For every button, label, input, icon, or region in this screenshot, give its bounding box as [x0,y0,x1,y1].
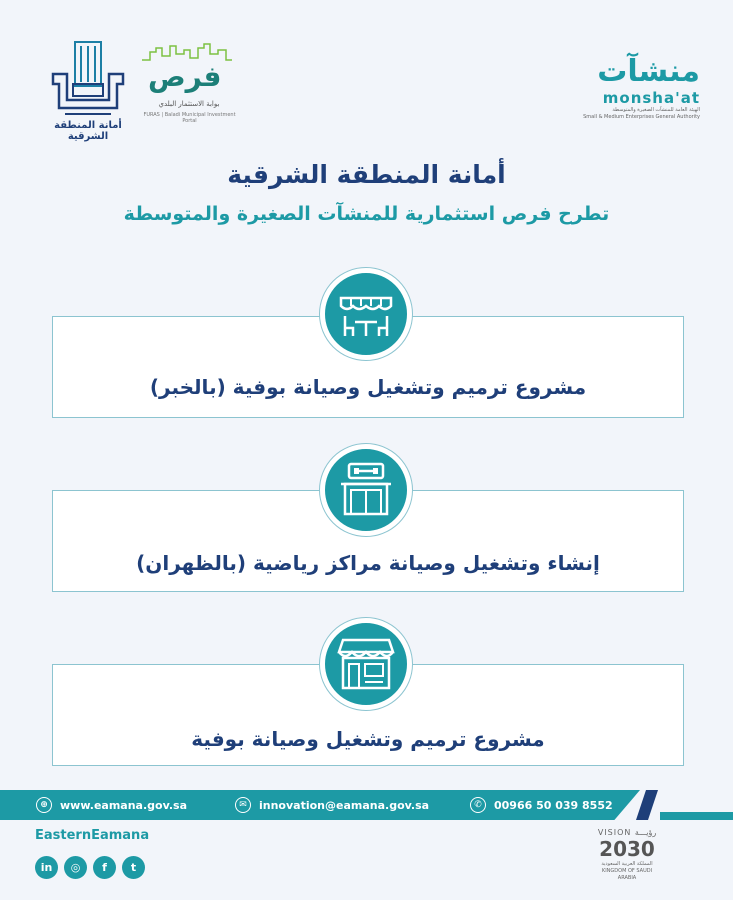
monshaat-tagline-ar: الهيئة العامة للمنشآت الصغيرة والمتوسطة [612,107,700,113]
cafe-icon [320,268,412,360]
header [0,0,733,150]
instagram-icon[interactable]: ◎ [64,856,87,879]
monshaat-english: monsha'at [602,89,700,107]
whatsapp-icon: ✆ [470,797,486,813]
page-subtitle: تطرح فرص استثمارية للمنشآت الصغيرة والمتوسطة [123,203,610,225]
project-label: مشروع ترميم وتشغيل وصيانة بوفية (بالخبر) [149,375,587,399]
vision-2030-logo [592,828,662,881]
twitter-icon[interactable]: t [122,856,145,879]
monshaat-logo [580,55,700,135]
mail-icon: ✉ [235,797,251,813]
skyline-icon [142,42,232,62]
gym-icon [320,444,412,536]
phone-number[interactable]: 00966 50 039 8552 [494,798,613,812]
shop-icon [320,618,412,710]
social-handle: EasternEamana [35,828,150,843]
email-contact[interactable] [235,795,429,815]
amana-caption: أمانة المنطقة الشرقية [54,120,122,142]
monshaat-arabic: منشآت [597,54,700,89]
vision-year: 2030 [599,837,655,861]
forsa-logo [140,42,235,122]
monshaat-tagline-en: Small & Medium Enterprises General Authority [583,114,700,120]
forsa-subtitle: بوابة الاستثمار البلدي [158,100,220,108]
forsa-word: فرص [148,60,222,93]
forsa-subtitle-en: FURAS | Baladi Municipal Investment Portal [143,112,236,124]
social-links [35,856,145,879]
amana-logo [38,40,138,142]
vision-kingdom: المملكة العربية السعودية KINGDOM OF SAUDI ARABIA [601,861,653,881]
website-link[interactable]: www.eamana.gov.sa [60,798,188,812]
email-link[interactable]: innovation@eamana.gov.sa [259,798,430,812]
project-label: مشروع ترميم وتشغيل وصيانة بوفية [191,727,545,751]
linkedin-icon[interactable]: in [35,856,58,879]
footer-stripe [660,812,733,820]
facebook-icon[interactable]: f [93,856,116,879]
globe-icon: ⊕ [36,797,52,813]
page-title: أمانة المنطقة الشرقية [227,160,506,189]
amana-emblem-icon [47,40,129,118]
website-contact[interactable] [36,795,187,815]
phone-contact[interactable] [470,795,613,815]
project-label: إنشاء وتشغيل وصيانة مراكز رياضية (بالظهران) [136,551,600,575]
vision-label: VISION رؤيـــة [597,828,657,837]
